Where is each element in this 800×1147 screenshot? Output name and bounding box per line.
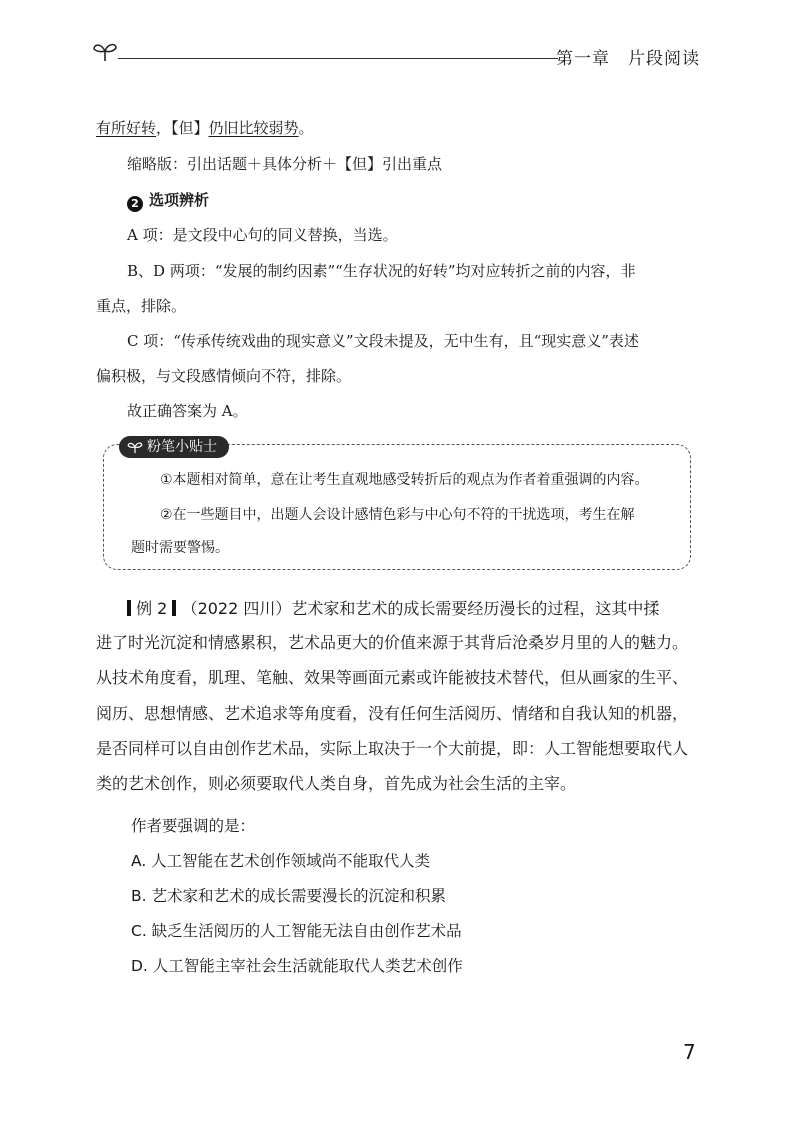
heading-text: 选项辨析 [149, 191, 210, 209]
option-analysis-heading [127, 190, 209, 212]
tip-2-line-2: 题时需要警惕。 [131, 540, 229, 556]
chapter-label: 第一章 [556, 49, 610, 69]
underlined-phrase-1: 有所好转 [96, 119, 157, 137]
example-text-1: 艺术家和艺术的成长需要经历漫长的过程，这其中揉 [291, 599, 660, 618]
sprout-icon [92, 40, 118, 62]
summary-line: 缩略版：引出话题＋具体分析＋【但】引出重点 [127, 155, 443, 173]
example-line-4: 阅历、思想情感、艺术追求等角度看，没有任何生活阅历、情绪和自我认知的机器， [96, 704, 689, 723]
tip-1: ①本题相对简单，意在让考生直观地感受转折后的观点为作者着重强调的内容。 [160, 472, 649, 488]
page-number: 7 [683, 1040, 696, 1064]
example-label: 例 2 [136, 599, 168, 618]
analysis-line-1 [96, 118, 314, 138]
tips-title-tab [119, 436, 229, 458]
option-d: D. 人工智能主宰社会生活就能取代人类艺术创作 [131, 957, 463, 975]
underlined-phrase-2: 仍旧比较弱势 [208, 119, 299, 137]
option-a: A. 人工智能在艺术创作领域尚不能取代人类 [131, 852, 431, 870]
option-b: B. 艺术家和艺术的成长需要漫长的沉淀和积累 [131, 887, 446, 905]
example-line-6: 类的艺术创作，则必须要取代人类自身，首先成为社会生活的主宰。 [96, 774, 577, 793]
example-line-1 [127, 598, 659, 620]
conclusion-line: 故正确答案为 A。 [127, 402, 248, 420]
sprout-icon [127, 440, 143, 454]
running-head [556, 44, 700, 69]
number-badge: 2 [127, 196, 143, 212]
but-marker: ，【但】 [156, 119, 209, 137]
example-line-5: 是否同样可以自由创作艺术品，实际上取决于一个大前提，即：人工智能想要取代人 [96, 739, 689, 758]
option-c-analysis-2: 偏积极，与文段感情倾向不符，排除。 [96, 367, 352, 385]
option-c-analysis-1: C 项：“传承传统戏曲的现实意义”文段未提及，无中生有，且“现实意义”表述 [127, 332, 639, 350]
option-c: C. 缺乏生活阅历的人工智能无法自由创作艺术品 [131, 922, 462, 940]
option-bd-analysis-1: B、D 两项：“发展的制约因素”“生存状况的好转”均对应转折之前的内容，非 [127, 262, 636, 280]
page-header [0, 0, 800, 80]
option-bd-analysis-2: 重点，排除。 [96, 297, 187, 315]
line-end-punct: 。 [298, 119, 314, 137]
header-rule [118, 58, 558, 59]
example-mark-left [127, 600, 131, 616]
tip-2-line-1: ②在一些题目中，出题人会设计感情色彩与中心句不符的干扰选项，考生在解 [160, 507, 635, 523]
question-stem: 作者要强调的是： [131, 817, 256, 835]
example-line-2: 进了时光沉淀和情感累积，艺术品更大的价值来源于其背后沧桑岁月里的人的魅力。 [96, 633, 689, 652]
example-line-3: 从技术角度看，肌理、笔触、效果等画面元素或许能被技术替代，但从画家的生平、 [96, 668, 689, 687]
option-a-analysis: A 项：是文段中心句的同义替换，当选。 [127, 226, 398, 244]
example-mark-right [172, 600, 176, 616]
example-source: （2022 四川） [181, 599, 292, 618]
tips-title: 粉笔小贴士 [147, 439, 217, 455]
section-label: 片段阅读 [628, 49, 700, 69]
